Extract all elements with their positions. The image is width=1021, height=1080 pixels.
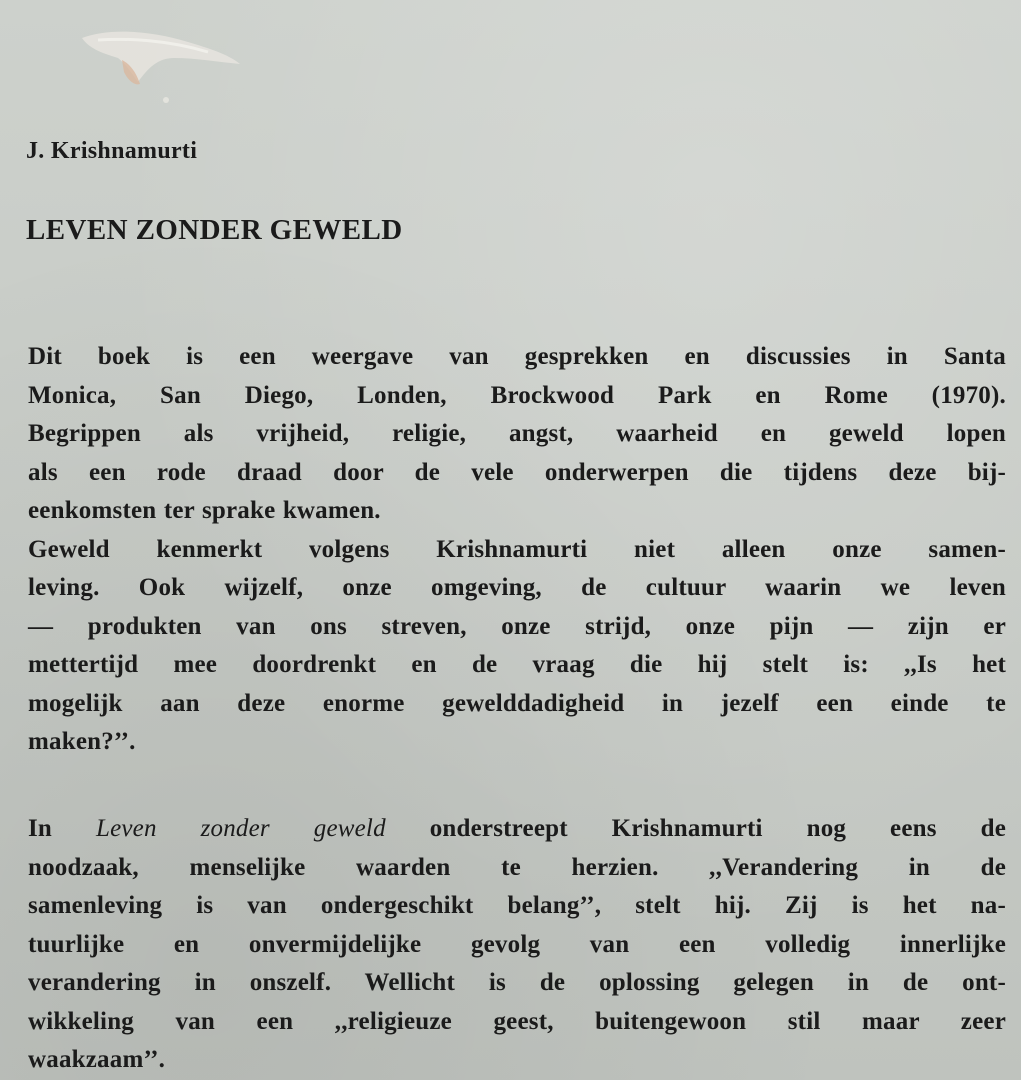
text-line: eenkomsten ter sprake kwamen. xyxy=(28,497,381,524)
text-line: maken?’’. xyxy=(28,728,136,755)
text-line: samenleving is van ondergeschikt belang’’, stelt hij. Zij is het na- xyxy=(28,892,1006,919)
text-line: wikkeling van een ,,religieuze geest, buitengewoon stil maar zeer xyxy=(28,1007,1006,1035)
author-name: J. Krishnamurti xyxy=(26,138,198,164)
text-line xyxy=(28,810,1006,849)
text-line: noodzaak, menselijke waarden te herzien. ,,Verandering in de xyxy=(28,853,1006,881)
text-line: tuurlijke en onvermijdelijke gevolg van een volledig innerlijke xyxy=(28,930,1006,958)
book-title: LEVEN ZONDER GEWELD xyxy=(26,214,403,246)
text-line: mettertijd mee doordrenkt en de vraag die hij stelt is: ,,Is het xyxy=(28,651,1006,678)
text-line: mogelijk aan deze enorme gewelddadigheid in jezelf een einde te xyxy=(28,689,1006,717)
text-line: verandering in onszelf. Wellicht is de oplossing gelegen in de ont- xyxy=(28,969,1006,996)
description-paragraph-2 xyxy=(28,810,1006,1080)
description-paragraph-1 xyxy=(28,338,1006,762)
text-line: als een rode draad door de vele onderwerpen die tijdens deze bij- xyxy=(28,458,1006,486)
text-line: waakzaam’’. xyxy=(28,1046,166,1073)
text-segment: onderstreept Krishnamurti nog eens de xyxy=(385,815,1006,842)
text-line: Geweld kenmerkt volgens Krishnamurti niet alleen onze samen- xyxy=(28,535,1006,563)
text-line: Monica, San Diego, Londen, Brockwood Park en Rome (1970). xyxy=(28,381,1006,409)
paper-scuff-mark xyxy=(78,24,248,104)
italic-book-title: Leven zonder geweld xyxy=(95,815,386,842)
text-line: — produkten van ons streven, onze strijd, onze pijn — zijn er xyxy=(28,612,1006,640)
text-segment: In xyxy=(28,815,96,842)
text-line: Dit boek is een weergave van gesprekken en discussies in Santa xyxy=(28,343,1006,370)
text-line: Begrippen als vrijheid, religie, angst, waarheid en geweld lopen xyxy=(28,420,1006,447)
text-line: leving. Ook wijzelf, onze omgeving, de cultuur waarin we leven xyxy=(28,574,1006,601)
